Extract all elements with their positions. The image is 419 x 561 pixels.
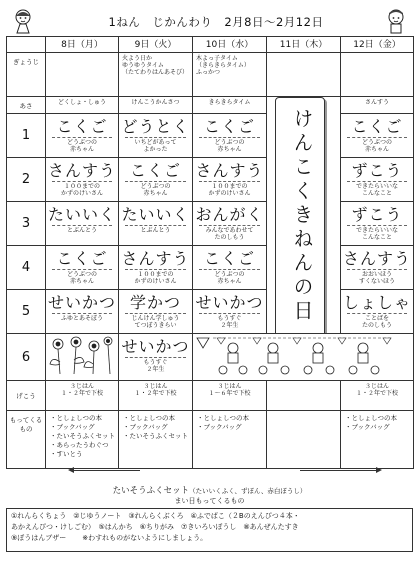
lesson-note: とぶんとう	[125, 225, 186, 234]
asa-cell: さんすう	[341, 97, 414, 114]
subject: さんすう	[195, 161, 264, 180]
subject: こくご	[203, 117, 255, 136]
lesson-note: １００までの かずのけいさん	[125, 269, 186, 285]
lesson-cell	[119, 290, 193, 334]
bring-item: ・としょしつの本	[197, 414, 249, 422]
day-header: 9日（火）	[119, 37, 193, 53]
lesson-note: どうぶつの 赤ちゃん	[199, 137, 260, 153]
row-label-gekou: げこう	[7, 381, 46, 411]
lesson-note: どうぶつの 赤ちゃん	[199, 269, 260, 285]
holiday-title: けんこくきねんの日	[290, 108, 314, 324]
lesson-cell	[193, 114, 267, 158]
subject: さんすう	[342, 249, 411, 268]
period-number: 3	[7, 202, 46, 246]
period-row-4	[7, 246, 414, 290]
period-number: 4	[7, 246, 46, 290]
bring-item: ・としょしつの本	[123, 414, 175, 422]
lesson-cell	[119, 114, 193, 158]
bring-cell	[341, 411, 414, 469]
day-header: 11日（木）	[267, 37, 341, 53]
daily-item: ⑨ぼうはんブザー	[11, 534, 67, 542]
subject: たいいく	[47, 205, 116, 224]
gyouji-cell: 火よう日か ゆうゆうタイム （たてわりはんあそび）	[119, 53, 193, 97]
boy-mascot-icon	[385, 8, 407, 34]
marching-illustration-cell	[193, 334, 414, 381]
lesson-note: どうぶつの 赤ちゃん	[52, 137, 112, 153]
gyouji-row	[7, 53, 414, 97]
period-row-1	[7, 114, 414, 158]
lesson-note: できたらいいな こんなこと	[347, 181, 407, 197]
flower-illustration-cell	[46, 334, 119, 381]
subject: しょしゃ	[342, 293, 411, 312]
lesson-note: じんけん学しゅう てつぼうきらい	[125, 313, 186, 329]
bring-item: ・たいそうふくセット	[123, 432, 188, 440]
lesson-cell	[341, 158, 414, 202]
lesson-note: １００までの かずのけいさん	[52, 181, 112, 197]
lesson-cell	[46, 290, 119, 334]
bring-row	[7, 411, 414, 469]
bring-item: ・ブックバッグ	[50, 423, 95, 431]
subject: さんすう	[47, 161, 116, 180]
daily-items-row	[11, 533, 408, 544]
title-row	[6, 6, 413, 36]
children-marching-icon	[193, 334, 413, 376]
gekou-cell: ３じはん １・２年で下校	[119, 381, 193, 411]
lesson-note: どうぶつの 赤ちゃん	[347, 137, 407, 153]
bring-cell	[193, 411, 267, 469]
lesson-cell	[193, 246, 267, 290]
subject: こくご	[351, 117, 403, 136]
lesson-cell	[46, 114, 119, 158]
lesson-note: どうぶつの 赤ちゃん	[52, 269, 112, 285]
row-label-gyouji: ぎょうじ	[7, 53, 46, 97]
timetable	[6, 36, 414, 469]
bring-item: ・としょしつの本	[345, 414, 397, 422]
gekou-cell	[267, 381, 341, 411]
holiday-column	[267, 97, 341, 334]
bring-item: ・としょしつの本	[50, 414, 102, 422]
bring-item: ・ブックバッグ	[345, 423, 390, 431]
lesson-cell	[119, 334, 193, 381]
subject: 学かつ	[129, 293, 181, 312]
lesson-cell	[341, 114, 414, 158]
subject: せいかつ	[195, 293, 264, 312]
lesson-cell	[119, 246, 193, 290]
bring-item: ・すいとう	[50, 450, 83, 458]
bring-item: ・ブックバッグ	[197, 423, 242, 431]
daily-items-row: あかえんぴつ・けしごむ） ⑤はんかち ⑥ちりがみ ⑦きいろいぼうし ⑧あんぜんたすき	[11, 523, 299, 531]
gym-set-note	[6, 484, 413, 496]
bring-item: ・あらったうわぐつ	[50, 441, 109, 449]
lesson-note: どうぶつの 赤ちゃん	[125, 181, 186, 197]
period-number: 2	[7, 158, 46, 202]
subject: ずこう	[351, 161, 403, 180]
subject: どうとく	[121, 117, 190, 136]
period-row-3	[7, 202, 414, 246]
subject: こくご	[56, 117, 108, 136]
period-row-5	[7, 290, 414, 334]
lesson-cell	[193, 158, 267, 202]
daily-items-heading: まい日もってくるもの	[174, 497, 245, 505]
period-number: 6	[7, 334, 46, 381]
subject: ずこう	[351, 205, 403, 224]
lesson-note: とぶんとう	[52, 225, 112, 234]
lesson-cell	[46, 246, 119, 290]
daily-items-row: ①れんらくちょう ②じゆうノート ③れんらくぶくろ ④ふでばこ（２Bのえんぴつ４本・	[11, 512, 300, 520]
period-number: 5	[7, 290, 46, 334]
arrow-right-icon	[300, 470, 380, 471]
subject: せいかつ	[47, 293, 116, 312]
bring-item: ・たいそうふくセット	[50, 432, 115, 440]
subject: さんすう	[121, 249, 190, 268]
asa-cell: どくしょ・しゅう	[46, 97, 119, 114]
gekou-cell: ３じはん １・２年で下校	[46, 381, 119, 411]
bring-cell	[119, 411, 193, 469]
gym-set-title: たいそうふくセット	[112, 486, 190, 496]
row-label-asa: あさ	[7, 97, 46, 114]
flower-icon	[46, 334, 118, 376]
day-header: 12日（金）	[341, 37, 414, 53]
period-row-2	[7, 158, 414, 202]
girl-mascot-icon	[12, 8, 34, 34]
lesson-cell	[193, 202, 267, 246]
reminder-text: ※わすれものがないようにしましょう。	[82, 534, 208, 542]
lesson-cell	[119, 158, 193, 202]
lesson-note: できたらいいな こんなこと	[347, 225, 407, 241]
asa-row	[7, 97, 414, 114]
gyouji-cell: 木よっ子タイム （きらきらタイム） ふっかつ	[193, 53, 267, 97]
holiday-banner	[275, 97, 325, 334]
corner-cell	[7, 37, 46, 53]
subject: たいいく	[121, 205, 190, 224]
lesson-cell	[119, 202, 193, 246]
arrow-left-icon	[70, 470, 140, 471]
gekou-row	[7, 381, 414, 411]
bring-item: ・ブックバッグ	[123, 423, 168, 431]
lesson-cell	[46, 202, 119, 246]
lesson-note: もうすぐ ２年生	[125, 357, 186, 373]
lesson-note: もうすぐ ２年生	[199, 313, 260, 329]
lesson-note: ことばを たのしもう	[347, 313, 407, 329]
lesson-note: １００までの かずのけいさん	[199, 181, 260, 197]
page-title: 1ねん じかんわり 2月8日〜2月12日	[108, 15, 324, 29]
subject: こくご	[56, 249, 108, 268]
lesson-cell	[46, 158, 119, 202]
subject: おんがく	[195, 205, 264, 224]
period-row-6	[7, 334, 414, 381]
lesson-note: おおいほう すくないほう	[347, 269, 407, 285]
gyouji-cell	[267, 53, 341, 97]
gekou-cell: ３じはん １・２年で下校	[341, 381, 414, 411]
lesson-note: いちどがあって よかった	[125, 137, 186, 153]
gyouji-cell	[341, 53, 414, 97]
row-label-bring: もってくるもの	[7, 411, 46, 469]
gyouji-cell	[46, 53, 119, 97]
gym-set-detail: （たいいくふく、ずぼん、赤白ぼうし）	[189, 487, 307, 495]
day-header-row	[7, 37, 414, 53]
asa-cell: きらきらタイム	[193, 97, 267, 114]
period-number: 1	[7, 114, 46, 158]
bring-cell	[267, 411, 341, 469]
daily-items-list	[6, 508, 413, 552]
bring-cell	[46, 411, 119, 469]
gekou-cell: ３じはん １〜６年で下校	[193, 381, 267, 411]
subject: こくご	[203, 249, 255, 268]
subject: せいかつ	[121, 337, 190, 356]
day-header: 8日（月）	[46, 37, 119, 53]
lesson-note: ふゆとあそぼう	[52, 313, 112, 322]
asa-cell: けんこうかんさつ	[119, 97, 193, 114]
day-header: 10日（水）	[193, 37, 267, 53]
lesson-cell	[341, 246, 414, 290]
subject: こくご	[129, 161, 181, 180]
lesson-cell	[193, 290, 267, 334]
lesson-cell	[341, 290, 414, 334]
lesson-cell	[341, 202, 414, 246]
lesson-note: みんなであわせて たのしもう	[199, 225, 260, 241]
